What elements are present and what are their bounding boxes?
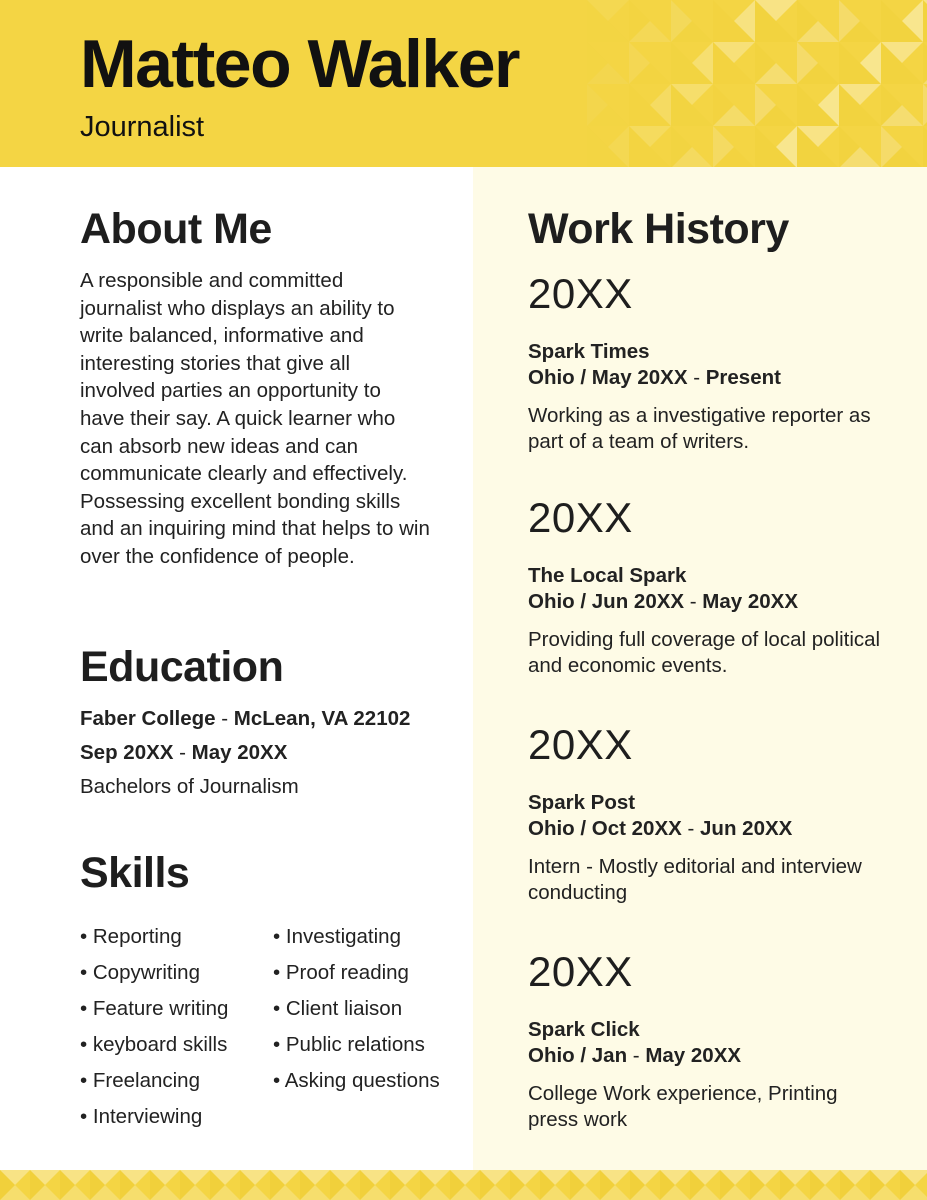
skills-list-col2 (273, 919, 440, 1099)
job-year: 20XX (528, 948, 633, 995)
skill-item: • Public relations (273, 1027, 440, 1063)
job-year: 20XX (528, 494, 633, 541)
education-degree: Bachelors of Journalism (80, 775, 299, 798)
job-company: Spark Post (528, 791, 636, 814)
job-start: May 20XX (591, 366, 688, 389)
education-end: May 20XX (191, 741, 288, 764)
education-separator: - (215, 707, 234, 730)
job-entry (528, 721, 888, 906)
job-description: Intern - Mostly editorial and interview conducting (528, 855, 862, 904)
footer-banner (0, 1170, 927, 1200)
job-year: 20XX (528, 270, 633, 317)
skill-item: • Proof reading (273, 955, 440, 991)
skills-heading: Skills (80, 849, 190, 897)
skill-item: • Feature writing (80, 991, 228, 1027)
job-location-dates: Ohio / Jan - May 20XX (528, 1044, 742, 1067)
skill-item: • Asking questions (273, 1063, 440, 1099)
job-start: Jan (591, 1044, 628, 1067)
about-heading: About Me (80, 205, 272, 253)
triangle-pattern-decoration (587, 0, 927, 167)
job-entry (528, 494, 888, 679)
job-end: May 20XX (645, 1044, 742, 1067)
education-school: Faber College (80, 707, 216, 730)
job-location-dates: Ohio / Oct 20XX - Jun 20XX (528, 817, 793, 840)
job-company: Spark Click (528, 1018, 640, 1041)
skill-item: • Freelancing (80, 1063, 228, 1099)
job-start: Jun 20XX (591, 590, 685, 613)
job-location-dates: Ohio / May 20XX - Present (528, 366, 781, 389)
skill-item: • Interviewing (80, 1099, 228, 1135)
skill-item: • Copywriting (80, 955, 228, 991)
job-year: 20XX (528, 721, 633, 768)
job-end: Jun 20XX (700, 817, 793, 840)
education-date-separator: - (173, 741, 192, 764)
job-location: Ohio (528, 1044, 575, 1067)
job-end: Present (705, 366, 781, 389)
about-text: A responsible and committed journalist who displays an ability to write balanced, informative and interesting stories that give all involved parties an opportunity to have their say. A quick learner who can absorb new ideas and can communicate clearly and effectively. Possessing excellent bonding skills and an inquiring mind that helps to win over the confidence of people. (80, 269, 430, 568)
skill-item: • keyboard skills (80, 1027, 228, 1063)
skills-list-col1 (80, 919, 228, 1135)
header-banner (0, 0, 927, 167)
job-end: May 20XX (702, 590, 799, 613)
job-location-dates: Ohio / Jun 20XX - May 20XX (528, 590, 799, 613)
job-location: Ohio (528, 817, 575, 840)
job-entry (528, 948, 888, 1133)
job-description: College Work experience, Printing press work (528, 1082, 838, 1131)
education-location: McLean, VA 22102 (233, 707, 411, 730)
skill-item: • Reporting (80, 919, 228, 955)
job-description: Providing full coverage of local political and economic events. (528, 628, 881, 677)
job-location: Ohio (528, 590, 575, 613)
education-school-line (80, 709, 410, 730)
person-name: Matteo Walker (80, 26, 519, 102)
job-description: Working as a investigative reporter as part of a team of writers. (528, 404, 871, 453)
job-location: Ohio (528, 366, 575, 389)
triangle-pattern-decoration (0, 1170, 927, 1200)
job-start: Oct 20XX (591, 817, 682, 840)
job-company: Spark Times (528, 340, 650, 363)
education-heading: Education (80, 643, 284, 691)
skill-item: • Client liaison (273, 991, 440, 1027)
education-start: Sep 20XX (80, 741, 174, 764)
job-company: The Local Spark (528, 564, 687, 587)
work-history-heading: Work History (528, 205, 789, 253)
job-entry (528, 270, 888, 455)
person-role: Journalist (80, 111, 205, 143)
skill-item: • Investigating (273, 919, 440, 955)
education-dates (80, 743, 287, 764)
